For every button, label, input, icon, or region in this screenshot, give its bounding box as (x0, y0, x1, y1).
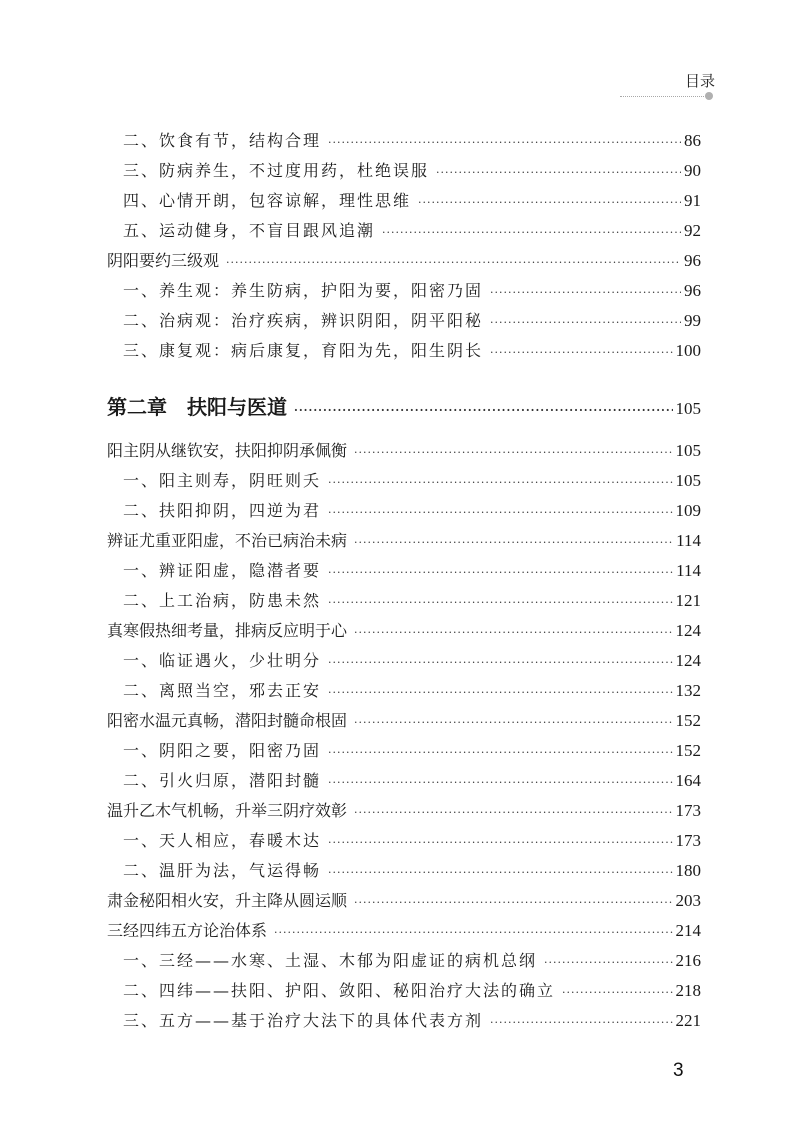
dot-leader (328, 468, 672, 498)
toc-subsection-entry[interactable] (123, 646, 701, 676)
toc-subsection-entry[interactable] (123, 126, 701, 156)
dot-leader (274, 918, 672, 948)
toc-entry-title: 一、阳主则寿，阴旺则夭 (123, 471, 322, 490)
toc-chapter-entry[interactable] (107, 390, 701, 424)
dot-leader (328, 768, 672, 798)
toc-entry-page: 105 (675, 441, 701, 460)
toc-subsection-entry[interactable] (123, 186, 701, 216)
toc-entry-page: 173 (675, 801, 701, 820)
dot-leader (436, 158, 681, 188)
toc-entry-page: 218 (675, 981, 701, 1000)
toc-entry-title: 一、三经——水寒、土湿、木郁为阳虚证的病机总纲 (123, 951, 538, 970)
toc-subsection-entry[interactable] (123, 156, 701, 186)
toc-section-entry[interactable] (107, 916, 701, 946)
toc-section-entry[interactable] (107, 706, 701, 736)
dot-leader (382, 218, 681, 248)
dot-leader (490, 338, 672, 368)
toc-entry-title: 二、上工治病，防患未然 (123, 591, 322, 610)
toc-entry-title: 一、天人相应，春暖木达 (123, 831, 322, 850)
toc-entry-title: 四、心情开朗，包容谅解，理性思维 (123, 191, 412, 210)
dot-leader (328, 828, 672, 858)
dot-leader (328, 558, 673, 588)
dot-leader (328, 498, 672, 528)
running-head-rule (620, 96, 706, 97)
toc-entry-page: 109 (675, 501, 701, 520)
dot-leader (328, 648, 672, 678)
toc-entry-page: 105 (675, 399, 701, 418)
toc-subsection-entry[interactable] (123, 216, 701, 246)
toc-subsection-entry[interactable] (123, 586, 701, 616)
toc-entry-title: 一、养生观：养生防病，护阳为要，阳密乃固 (123, 281, 484, 300)
dot-leader (354, 528, 673, 558)
toc-entry-title: 一、辨证阳虚，隐潜者要 (123, 561, 322, 580)
toc-entry-title: 三、五方——基于治疗大法下的具体代表方剂 (123, 1011, 484, 1030)
toc-subsection-entry[interactable] (123, 826, 701, 856)
toc-entry-page: 214 (675, 921, 701, 940)
dot-leader (490, 1008, 672, 1038)
toc-entry-page: 132 (675, 681, 701, 700)
toc-subsection-entry[interactable] (123, 976, 701, 1006)
toc-entry-page: 114 (676, 531, 701, 550)
toc-entry-title: 二、扶阳抑阴，四逆为君 (123, 501, 322, 520)
toc-entry-title: 阳主阴从继钦安，扶阳抑阴承佩衡 (107, 441, 348, 460)
dot-leader (294, 394, 673, 428)
toc-entry-page: 121 (675, 591, 701, 610)
toc-subsection-entry[interactable] (123, 466, 701, 496)
dot-leader (354, 798, 672, 828)
toc-section-entry[interactable] (107, 246, 701, 276)
dot-leader (544, 948, 672, 978)
toc-entry-page: 164 (675, 771, 701, 790)
page-number: 3 (673, 1060, 684, 1081)
toc-subsection-entry[interactable] (123, 766, 701, 796)
toc-entry-title: 辨证尤重亚阳虚，不治已病治未病 (107, 531, 348, 550)
toc-entry-title: 二、治病观：治疗疾病，辨识阴阳，阴平阳秘 (123, 311, 484, 330)
toc-entry-title: 阳密水温元真畅，潜阳封髓命根固 (107, 711, 348, 730)
toc-section-entry[interactable] (107, 526, 701, 556)
toc-subsection-entry[interactable] (123, 336, 701, 366)
toc-entry-page: 96 (684, 281, 701, 300)
toc-entry-page: 124 (675, 621, 701, 640)
toc-entry-page: 86 (684, 131, 701, 150)
toc-entry-page: 221 (675, 1011, 701, 1030)
toc-entry-page: 124 (675, 651, 701, 670)
toc-entry-page: 90 (684, 161, 701, 180)
toc-entry-title: 真寒假热细考量，排病反应明于心 (107, 621, 348, 640)
toc-entry-page: 180 (675, 861, 701, 880)
toc-subsection-entry[interactable] (123, 676, 701, 706)
dot-leader (328, 858, 672, 888)
toc-entry-title: 二、饮食有节，结构合理 (123, 131, 322, 150)
dot-leader (328, 678, 672, 708)
toc-entry-title: 五、运动健身，不盲目跟风追潮 (123, 221, 376, 240)
toc-entry-title: 三、康复观：病后康复，育阳为先，阳生阴长 (123, 341, 484, 360)
running-head: 目录 (684, 72, 715, 90)
toc-entry-page: 152 (675, 711, 701, 730)
toc-subsection-entry[interactable] (123, 306, 701, 336)
toc-section-entry[interactable] (107, 436, 701, 466)
toc-entry-page: 216 (675, 951, 701, 970)
toc-section-entry[interactable] (107, 796, 701, 826)
dot-leader (418, 188, 681, 218)
toc-entry-page: 105 (675, 471, 701, 490)
dot-leader (354, 618, 672, 648)
toc-entry-page: 173 (675, 831, 701, 850)
dot-leader (328, 588, 672, 618)
toc-entry-page: 91 (684, 191, 701, 210)
toc-subsection-entry[interactable] (123, 946, 701, 976)
toc-entry-title: 二、离照当空，邪去正安 (123, 681, 322, 700)
toc-entry-title: 二、四纬——扶阳、护阳、敛阳、秘阳治疗大法的确立 (123, 981, 556, 1000)
toc-entry-title: 肃金秘阳相火安，升主降从圆运顺 (107, 891, 348, 910)
toc-entry-page: 114 (676, 561, 701, 580)
toc-entry-page: 99 (684, 311, 701, 330)
toc-entry-title: 三、防病养生，不过度用药，杜绝误服 (123, 161, 430, 180)
toc-entry-page: 100 (675, 341, 701, 360)
running-head-dot-icon (705, 92, 713, 100)
toc-entry-page: 92 (684, 221, 701, 240)
dot-leader (354, 708, 672, 738)
dot-leader (354, 888, 672, 918)
dot-leader (562, 978, 672, 1008)
toc-entry-page: 203 (675, 891, 701, 910)
toc-subsection-entry[interactable] (123, 496, 701, 526)
toc-entry-title: 温升乙木气机畅，升举三阴疗效彰 (107, 801, 348, 820)
toc-subsection-entry[interactable] (123, 276, 701, 306)
toc-entry-title: 三经四纬五方论治体系 (107, 921, 268, 940)
toc-subsection-entry[interactable] (123, 736, 701, 766)
toc-entry-page: 96 (684, 251, 701, 270)
toc-section-entry[interactable] (107, 886, 701, 916)
toc-entry-title: 阴阳要约三级观 (107, 251, 220, 270)
dot-leader (490, 278, 681, 308)
dot-leader (328, 738, 672, 768)
dot-leader (490, 308, 681, 338)
toc-entry-title: 第二章 扶阳与医道 (107, 395, 287, 419)
toc-subsection-entry[interactable] (123, 1006, 701, 1036)
toc-subsection-entry[interactable] (123, 556, 701, 586)
toc-entry-title: 二、温肝为法，气运得畅 (123, 861, 322, 880)
toc-entry-title: 一、临证遇火，少壮明分 (123, 651, 322, 670)
dot-leader (226, 248, 681, 278)
toc-entry-page: 152 (675, 741, 701, 760)
toc-entry-title: 二、引火归原，潜阳封髓 (123, 771, 322, 790)
toc-entry-title: 一、阴阳之要，阳密乃固 (123, 741, 322, 760)
dot-leader (328, 128, 681, 158)
dot-leader (354, 438, 672, 468)
toc-subsection-entry[interactable] (123, 856, 701, 886)
toc-section-entry[interactable] (107, 616, 701, 646)
